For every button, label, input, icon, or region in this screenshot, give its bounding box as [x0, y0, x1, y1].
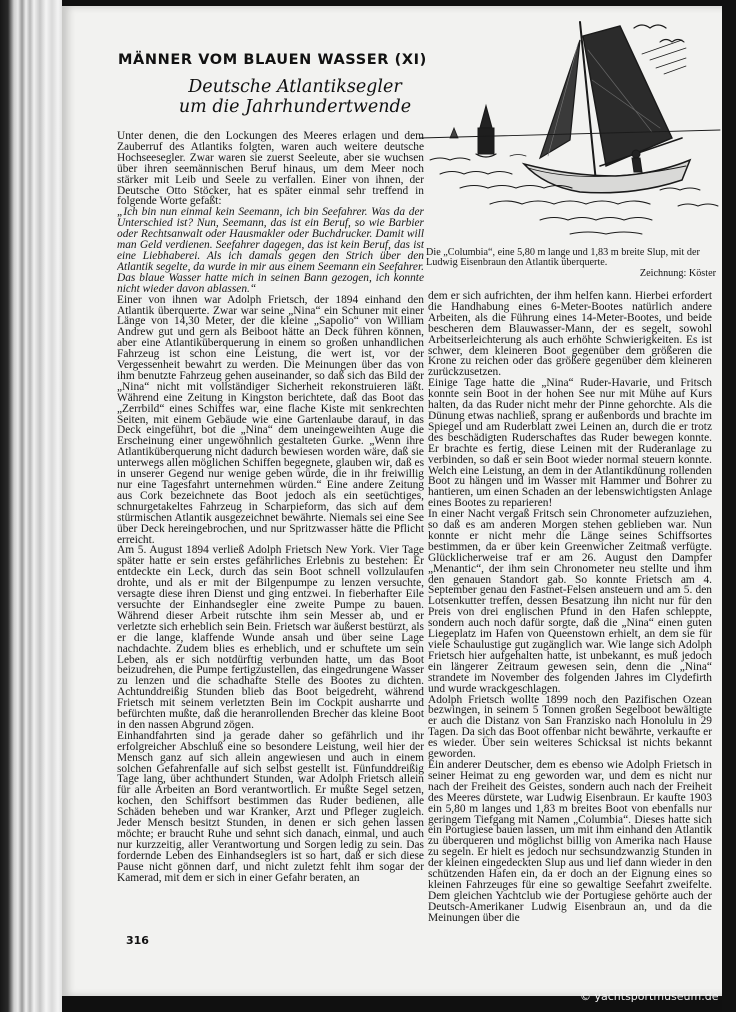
left-text-column: [117, 131, 424, 953]
paragraph: Einige Tage hatte die „Nina“ Ruder-Havarie, und Fritsch konnte sein Boot in der hohen See nur mit Mühe auf Kurs halten, da das Ruder nicht mehr der Pinne gehorchte. Als die Dünung etwas nachließ, sprang er außenbords und brachte im Spiegel und am Ruderblatt zwei Leinen an, durch die er trotz des beschädigten Ruderschaftes das Ruder bewegen konnte. Er brachte es fertig, diese Leinen mit der Ruderanlage zu verbinden, so daß er sein Boot wieder normal steuern konnte. Welch eine Leistung, an dem in der Atlantikdünung rollenden Boot zu hängen und im Wasser mit Hammer und Bohrer zu hantieren, um einen Schaden an der lebenswichtigsten Anlage eines Bootes zu reparieren!: [428, 377, 712, 510]
caption-credit: Zeichnung: Köster: [639, 267, 716, 279]
book-binding: [0, 0, 62, 1012]
illustration-caption: [426, 248, 716, 279]
copyright-watermark: © yachtsportmuseum.de: [580, 990, 719, 1003]
article-title-line-1: Deutsche Atlantiksegler: [188, 77, 402, 97]
paragraph: Ein anderer Deutscher, dem es ebenso wie Adolph Frietsch in seiner Heimat zu eng geworden war, und dem es nicht nur nach der Freiheit des Geistes, sondern auch nach der Freiheit des Meeres dürstete, war Ludwig Eisenbraun. Er kaufte 1903 ein 5,80 m langes und 1,83 m breites Boot von ebenfalls nur geringem Tiefgang mit Namen „Columbia“. Dieses hatte sich ein Portugiese bauen lassen, um mit ihm einhand den Atlantik zu überqueren und möglichst billig von Amerika nach Hause zu segeln. Er hielt es jedoch nur sechsundzwanzig Stunden in der kleinen eingedeckten Slup aus und lief dann wieder in den schützenden Hafen ein, da er doch an der Eignung eines so kleinen Fahrzeuges für eine so gewaltige Seefahrt zweifelte. Dem gleichen Yachtclub wie der Portugiese gehörte auch der Deutsch-Amerikaner Ludwig Eisenbraun an, und da die Meinungen über die: [428, 758, 712, 924]
series-title: MÄNNER VOM BLAUEN WASSER (XI): [118, 52, 427, 68]
sailboat-illustration: [420, 10, 722, 248]
paragraph: Adolph Frietsch wollte 1899 noch den Pazifischen Ozean bezwingen, in seinem 5 Tonnen großen Segelboot bewältigte er auch die Distanz von San Franzisko nach Honolulu in 29 Tagen. Da sich das Boot offenbar nicht bewährte, verkaufte er es wieder. Über sein weiteres Schicksal ist nichts bekannt geworden.: [428, 693, 712, 761]
right-text-column: [428, 291, 712, 951]
page-number: 316: [126, 934, 149, 947]
paragraph: Am 5. August 1894 verließ Adolph Frietsch New York. Vier Tage später hatte er sein erstes gefährliches Erlebnis zu bestehen: Er entdeckte ein Leck, durch das sein Boot schnell vollzulaufen drohte, und als er mit der Bilgenpumpe zu lenzen versuchte, versagte diese ihren Dienst und ging entzwei. In fieberhafter Eile versuchte der Einhandsegler eine zweite Pumpe zu bauen. Während dieser Arbeit rutschte ihm sein Messer ab, und er verletzte sich erheblich sein Bein. Frietsch war äußerst bestürzt, als er die lange, klaffende Wunde ansah und über seine Lage nachdachte. Zudem blies es erheblich, und er schuftete um sein Leben, als er sich notdürftig verbunden hatte, um das Boot beizudrehen, die Pumpe fertigzustellen, das eingedrungene Wasser zu lenzen und die schadhafte Stelle des Bootes zu dichten. Achtunddreißig Stunden blieb das Boot beigedreht, während Frietsch mit seinem verletzten Bein im Cockpit ausharrte und befürchten mußte, daß die heranrollenden Brecher das kleine Boot in den nassen Abgrund zögen.: [117, 544, 424, 731]
page-edge-shadow: [722, 0, 736, 1012]
paragraph: Unter denen, die den Lockungen des Meeres erlagen und dem Zauberruf des Atlantiks folgten, waren auch weitere deutsche Hochseesegler. Zwar waren sie zuerst Seeleute, aber sie wuchsen über ihren seemännischen Beruf hinaus, um dem Meer noch stärker mit Leib und Seele zu verfallen. Einer von ihnen, der Deutsche Otto Stöcker, hat es später einmal sehr treffend in folgende Worte gefaßt:: [117, 131, 424, 208]
article-title: [160, 77, 430, 117]
paragraph: dem er sich aufrichten, der ihm helfen kann. Hierbei erfordert die Handhabung eines 6-Meter-Bootes natürlich andere Arbeiten, als die Führung eines 14-Meter-Bootes, und beide bescheren dem Blauwasser-Mann, der es segelt, sowohl Arbeitserleichterung als auch erhöhte Schwierigkeiten. Es ist schwer, dem kleineren Boot gegenüber dem größeren die Krone zu reichen oder das größere gegenüber dem kleineren zurückzusetzen.: [428, 291, 712, 379]
paragraph: Einer von ihnen war Adolph Frietsch, der 1894 einhand den Atlantik überquerte. Zwar war seine „Nina“ ein Schuner mit einer Länge von 14,30 Meter, der die kleine „Sapolio“ von William Andrew gut und gern als Beiboot hätte an Deck führen können, aber eine Atlantiküberquerung in einem so großen unhandlichen Fahrzeug ist schon eine Leistung, die wert ist, vor der Vergessenheit bewahrt zu werden. Die Meinungen über das von ihm benutzte Fahrzeug gehen auseinander, so daß sich das Bild der „Nina“ nicht mit vollständiger Sicherheit rekonstruieren läßt. Während eine Zeitung in Kingston berichtete, daß das Boot das „Zerrbild“ eines Schiffes war, eine flache Kiste mit senkrechten Seiten, mit einem Gebäude wie eine Gartenlaube darauf, in das Deck eingeführt, bot die „Nina“ dem uneingeweihten Auge die Erscheinung einer ungewöhnlich gestalteten Gurke. „Wenn ihre Atlantiküberquerung nicht dadurch bewiesen worden wäre, daß sie unterwegs allen möglichen Schiffen begegnete, glauben wir, daß es in unserer Gegend nur wenige geben würde, die in ihr freiwillig nur eine Tagesfahrt unternehmen würden.“ Eine andere Zeitung aus Cork bezeichnete das Boot jedoch als ein seetüchtiges, schnurgetakeltes Fahrzeug in Scharpieform, das sich auf dem stürmischen Atlantik ausgezeichnet bewährte. Niemals sei eine See über Deck hereingebrochen, und nur Spritzwasser hätte die Pflicht erreicht.: [117, 293, 424, 546]
paragraph: In einer Nacht vergaß Fritsch sein Chronometer aufzuziehen, so daß es am anderen Morgen stehen geblieben war. Nun konnte er nicht mehr die Länge seines Schiffsortes bestimmen, da er über kein Greenwicher Zeitmaß verfügte. Glücklicherweise traf er am 26. August den Dampfer „Menantic“, der ihm sein Chronometer neu stellte und ihm den genauen Standort gab. So konnte Frietsch am 4. September genau den Fastnet-Felsen ansteuern und am 5. den Lotsenkutter treffen, dessen Besatzung ihn nicht nur für den Preis von drei englischen Pfund in den Hafen schleppte, sondern auch noch dafür sorgte, daß die „Nina“ einen guten Liegeplatz im Hafen von Queenstown erhielt, an dem sie für viele Schaulustige gut zugänglich war. Wie lange sich Adolph Frietsch hier aufgehalten hatte, ist unbekannt, es muß jedoch ein längerer Zeitraum gewesen sein, denn die „Nina“ strandete im November des folgenden Jahres im Clydefirth und wurde wrackgeschlagen.: [428, 508, 712, 695]
article-title-line-2: um die Jahrhundertwende: [178, 97, 412, 117]
caption-text: Die „Columbia“, eine 5,80 m lange und 1,83 m breite Slup, mit der Ludwig Eisenbraun den Atlantik überquerte.: [426, 247, 700, 269]
paragraph: Einhandfahrten sind ja gerade daher so gefährlich und ihr erfolgreicher Abschluß eine so besondere Leistung, weil hier der Mensch ganz auf sich allein angewiesen und auch in einem solchen Gefahrenfalle auf sich selbst gestellt ist. Fünfunddreißig Tage lang, über achthundert Stunden, war Adolph Frietsch allein für alle Arbeiten an Bord verantwortlich. Er mußte Segel setzen, kochen, den Schiffsort bestimmen das Ruder bedienen, alle Schäden beheben und war Kranker, Arzt und Pfleger zugleich. Jeder Mensch besitzt Stunden, in denen er sich gehen lassen möchte; er braucht Ruhe und sehnt sich danach, einmal, und auch nur kurzzeitig, aller Verantwortung und Sorgen ledig zu sein. Das fordernde Leben des Einhandseglers ist so hart, daß er sich diese Pause nicht gönnen darf, und nicht zuletzt fehlt ihm sogar der Kamerad, mit dem er sich in einer Gefahr beraten, an: [117, 729, 424, 884]
quote-paragraph: „Ich bin nun einmal kein Seemann, ich bin Seefahrer. Was da der Unterschied ist? Nun, Seemann, das ist ein Beruf, so wie Barbier oder Rechtsanwalt oder Hausmakler oder Buchdrucker. Damit will man Geld verdienen. Seefahrer dagegen, das ist kein Beruf, das ist eine Liebhaberei. Als ich damals gegen den Strich über den Atlantik segelte, da wurde in mir aus einem Seemann ein Seefahrer. Das blaue Wasser hatte mich in seinen Bann gezogen, ich konnte nicht wieder davon ablassen.“: [117, 206, 424, 295]
